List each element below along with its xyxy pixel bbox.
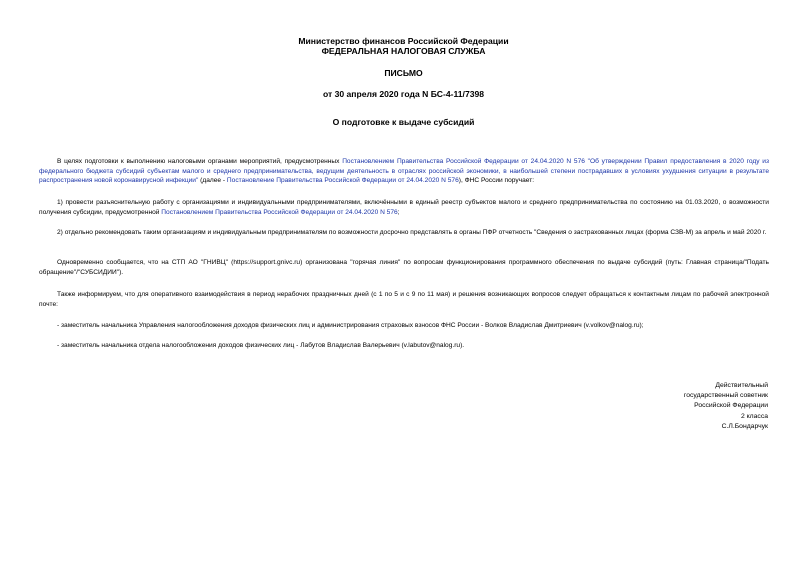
contact-volkov: - заместитель начальника Управления налогообложения доходов физических лиц и администрирования страховых взносов ФНС России - Волков Владислав Дмитриевич (v.volkov@nalog.ru);	[57, 322, 644, 329]
paragraph-5	[39, 290, 769, 309]
doc-type: ПИСЬМО	[384, 68, 423, 78]
resolution-576-link-2[interactable]: Постановлением Правительства Российской Федерации от 24.04.2020 N 576	[161, 208, 398, 216]
paragraph-1	[39, 157, 769, 186]
signature-name: С.Л.Бондарчук	[721, 422, 768, 430]
paragraph-3	[39, 228, 769, 238]
doc-subject: О подготовке к выдаче субсидий	[332, 117, 475, 127]
signature-line-2: государственный советник	[683, 392, 768, 400]
paragraph-1-text-c: ), ФНС России поручает:	[458, 177, 535, 185]
paragraph-1-text-b: (далее -	[198, 177, 227, 185]
resolution-576-link[interactable]: Постановлением Правительства Российской Федерации от 24.04.2020 N 576 "Об утверждении Правил предоставления в 2020 году из федерального бюджета субсидий субъектам малого и среднего предпринимательства, ведущим деятельность в отраслях российской экономики, в наибольшей степени пострадавших в условиях ухудшения ситуации в результате распространения новой коронавирусной инфекции"	[39, 158, 769, 185]
signature-line-3: Российской Федерации	[694, 402, 768, 410]
signature-line-1: Действительный	[715, 382, 768, 389]
paragraph-4	[39, 258, 769, 277]
doc-date-number: от 30 апреля 2020 года N БС-4-11/7398	[322, 89, 485, 99]
resolution-576-short-link[interactable]: Постановление Правительства Российской Федерации от 24.04.2020 N 576	[226, 177, 459, 185]
paragraph-2	[39, 198, 769, 217]
service-title: ФЕДЕРАЛЬНАЯ НАЛОГОВАЯ СЛУЖБА	[321, 46, 486, 56]
paragraph-5-text: Также информируем, что для оперативного взаимодействия в период нерабочих праздничных дней (с 1 по 5 и с 9 по 11 мая) и решения возникающих вопросов следует обращаться к контактным лицам по рабочей электронной почте:	[39, 291, 769, 308]
paragraph-1-text-a: В целях подготовки к выполнению налоговыми органами мероприятий, предусмотренных	[57, 158, 343, 165]
contact-labutov: - заместитель начальника отдела налогообложения доходов физических лиц - Лабутов Владислав Валерьевич (v.labutov@nalog.ru).	[57, 342, 465, 349]
paragraph-4-text: Одновременно сообщается, что на СТП АО "ГНИВЦ" (https://support.gnivc.ru) организована "горячая линия" по вопросам функционирования программного обеспечения по выдаче субсидий (путь: Главная страница/"Подать обращение"/"СУБСИДИИ").	[39, 259, 769, 276]
paragraph-2-text-a: 1) провести разъяснительную работу с организациями и индивидуальными предпринимателями, включёнными в единый реестр субъектов малого и среднего предпринимательства по состоянию на 01.03.2020, о возможности получения субсидии, предусмотренной	[39, 199, 769, 216]
paragraph-7	[39, 341, 769, 351]
signature-line-4: 2 класса	[740, 412, 768, 420]
paragraph-2-text-b: ;	[397, 208, 400, 216]
ministry-title: Министерство финансов Российской Федерации	[298, 36, 509, 46]
signature-block	[684, 381, 768, 432]
paragraph-3-text: 2) отдельно рекомендовать таким организациям и индивидуальным предпринимателям по возможности досрочно представлять в органы ПФР отчетность "Сведения о застрахованных лицах (форма СЗВ-М) за апрель и май 2020 г.	[57, 229, 767, 236]
paragraph-6	[39, 321, 769, 331]
